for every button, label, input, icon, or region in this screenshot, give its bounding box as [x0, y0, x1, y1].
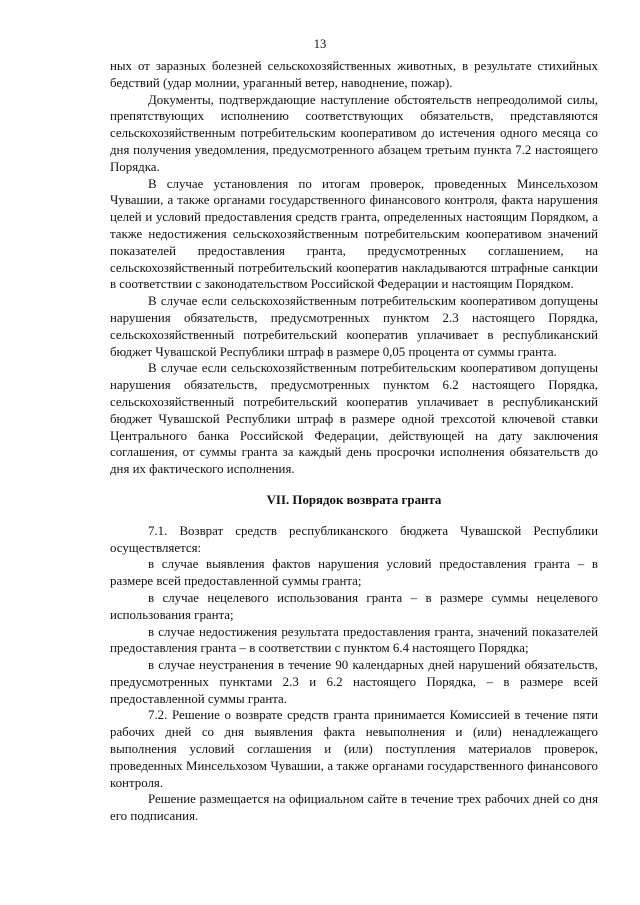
paragraph-publication: Решение размещается на официальном сайте в течение трех рабочих дней со дня его подписания.: [110, 792, 598, 824]
list-item: в случае нецелевого использования гранта – в размере суммы нецелевого использования гранта;: [110, 590, 598, 622]
list-item: в случае неустранения в течение 90 календарных дней нарушений обязательств, предусмотренных пунктами 2.3 и 6.2 настоящего Порядка, – в размере всей предоставленной суммы гранта.: [110, 658, 598, 706]
document-body: [110, 58, 598, 825]
paragraph-fine-6-2: В случае если сельскохозяйственным потребительским кооперативом допущены нарушения обязательств, предусмотренных пунктом 6.2 настоящего Порядка, сельскохозяйственный потребительский кооператив уплачивает в республиканский бюджет Чувашской Республики штраф в размере одной трехсотой ключевой ставки Центрального банка Российской Федерации, действующей на дату заключения соглашения, от суммы гранта за каждый день просрочки исполнения обязательств до дня их фактического исполнения.: [110, 361, 598, 477]
paragraph-force-majeure-documents: Документы, подтверждающие наступление обстоятельств непреодолимой силы, препятствующих исполнению соответствующих обязательств, представляются сельскохозяйственным потребительским кооперативом до истечения одного месяца со дня получения уведомления, предусмотренного абзацем третьим пункта 7.2 настоящего Порядка.: [110, 92, 598, 174]
paragraph-continuation: ных от заразных болезней сельскохозяйственных животных, в результате стихийных бедствий (удар молнии, ураганный ветер, наводнение, пожар).: [110, 59, 598, 90]
page-number: 13: [313, 37, 327, 51]
paragraph-7-1: 7.1. Возврат средств республиканского бюджета Чувашской Республики осуществляется:: [110, 523, 598, 555]
paragraph-7-2: 7.2. Решение о возврате средств гранта принимается Комиссией в течение пяти рабочих дней со дня выявления факта невыполнения и (или) ненадлежащего выполнения условий соглашения и (или) поступления материалов проверок, проведенных Минсельхозом Чувашии, а также органами государственного финансового контроля.: [110, 708, 598, 790]
list-item: в случае выявления фактов нарушения условий предоставления гранта – в размере всей предоставленной суммы гранта;: [110, 557, 598, 589]
list-item: в случае недостижения результата предоставления гранта, значений показателей предоставления гранта – в соответствии с пунктом 6.4 настоящего Порядка;: [110, 624, 598, 656]
paragraph-fine-2-3: В случае если сельскохозяйственным потребительским кооперативом допущены нарушения обязательств, предусмотренных пунктом 2.3 настоящего Порядка, сельскохозяйственный потребительский кооператив уплачивает в республиканский бюджет Чувашской Республики штраф в размере 0,05 процента от суммы гранта.: [110, 294, 598, 359]
paragraph-penalties: В случае установления по итогам проверок, проведенных Минсельхозом Чувашии, а также органами государственного финансового контроля, факта нарушения целей и условий предоставления средств гранта, определенных настоящим Порядком, а также недостижения сельскохозяйственным потребительским кооперативом значений показателей предоставления гранта, предусмотренных соглашением, на сельскохозяйственный потребительский кооператив накладываются штрафные санкции в соответствии с законодательством Российской Федерации и настоящим Порядком.: [110, 176, 598, 292]
section-heading: VII. Порядок возврата гранта: [266, 492, 442, 507]
